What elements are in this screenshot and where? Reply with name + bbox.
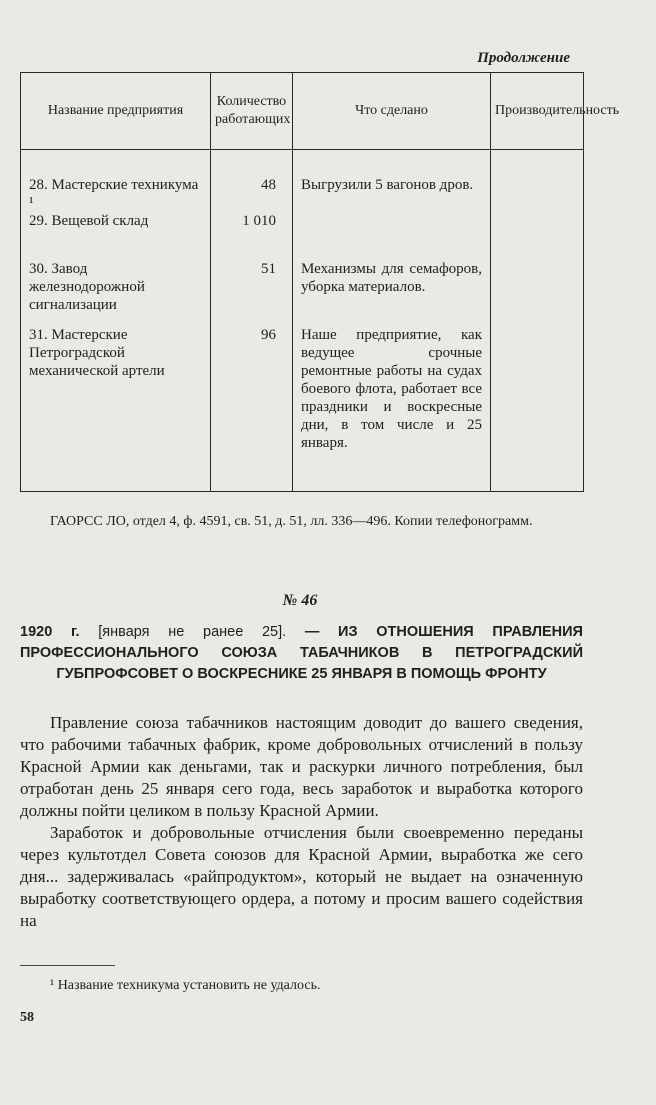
cell-name: 30. Завод железнодорожной сигнализации bbox=[21, 260, 211, 326]
column-header-name: Название предприятия bbox=[21, 73, 211, 150]
cell-productivity bbox=[491, 150, 584, 213]
body-paragraph-1: Правление союза табачников настоящим доводит до вашего сведения, что рабочими табачных фабрик, кроме добровольных отчислений в пользу Красной Армии как деньгами, так и раскурки личного потребления, был отработан день 25 января сего года, весь заработок и выработка которого должны пойти целиком в пользу Красной Армии. bbox=[20, 713, 583, 820]
heading-date: 1920 г. bbox=[20, 624, 80, 640]
document-body bbox=[20, 712, 583, 932]
footnote-rule bbox=[20, 965, 115, 966]
cell-done: Наше предприятие, как ведущее срочные ремонтные работы на судах боевого флота, работает все праздники и воскресные дни, в том числе и 25 января. bbox=[293, 326, 491, 492]
cell-workers: 51 bbox=[211, 260, 293, 326]
source-citation: ГАОРСС ЛО, отдел 4, ф. 4591, св. 51, д. 51, лл. 336—496. Копии телефонограмм. bbox=[50, 514, 533, 529]
cell-done bbox=[293, 212, 491, 260]
cell-workers: 48 bbox=[211, 150, 293, 213]
cell-productivity bbox=[491, 260, 584, 326]
cell-done: Механизмы для семафоров, уборка материалов. bbox=[293, 260, 491, 326]
cell-done: Выгрузили 5 вагонов дров. bbox=[293, 150, 491, 213]
cell-workers: 96 bbox=[211, 326, 293, 492]
cell-workers: 1 010 bbox=[211, 212, 293, 260]
heading-title: — ИЗ ОТНОШЕНИЯ ПРАВЛЕНИЯ ПРОФЕССИОНАЛЬНОГО СОЮЗА ТАБАЧНИКОВ В ПЕТРОГРАДСКИЙ ГУБПРОФСОВЕТ О ВОСКРЕСНИКЕ 25 ЯНВАРЯ В ПОМОЩЬ ФРОНТУ bbox=[20, 624, 583, 682]
table-header-row bbox=[21, 73, 584, 150]
footnote: ¹ Название техникума установить не удалось. bbox=[50, 978, 321, 993]
table-row bbox=[21, 150, 584, 213]
column-header-workers: Количество работающих bbox=[211, 73, 293, 150]
cell-productivity bbox=[491, 212, 584, 260]
document-number: № 46 bbox=[282, 592, 318, 609]
cell-name: 28. Мастерские техникума ¹ bbox=[21, 150, 211, 213]
document-heading bbox=[20, 622, 583, 685]
data-table bbox=[20, 72, 620, 492]
column-header-done: Что сделано bbox=[293, 73, 491, 150]
cell-productivity bbox=[491, 326, 584, 492]
column-header-productivity: Производительность bbox=[491, 73, 584, 150]
cell-name: 29. Вещевой склад bbox=[21, 212, 211, 260]
page-number: 58 bbox=[20, 1010, 34, 1025]
body-paragraph-2: Заработок и добровольные отчисления были своевременно переданы через культотдел Совета союзов для Красной Армии, выработка же сего дня... задерживалась «райпродуктом», который не выдает на означенную выработку соответствующего ордера, а потому и просим вашего содействия на bbox=[20, 823, 583, 930]
table-row bbox=[21, 212, 584, 260]
table-row bbox=[21, 326, 584, 492]
continuation-label: Продолжение bbox=[477, 50, 570, 66]
cell-name: 31. Мастерские Петроградской механической артели bbox=[21, 326, 211, 492]
heading-date-note: [января не ранее 25]. bbox=[98, 624, 287, 640]
table-row bbox=[21, 260, 584, 326]
